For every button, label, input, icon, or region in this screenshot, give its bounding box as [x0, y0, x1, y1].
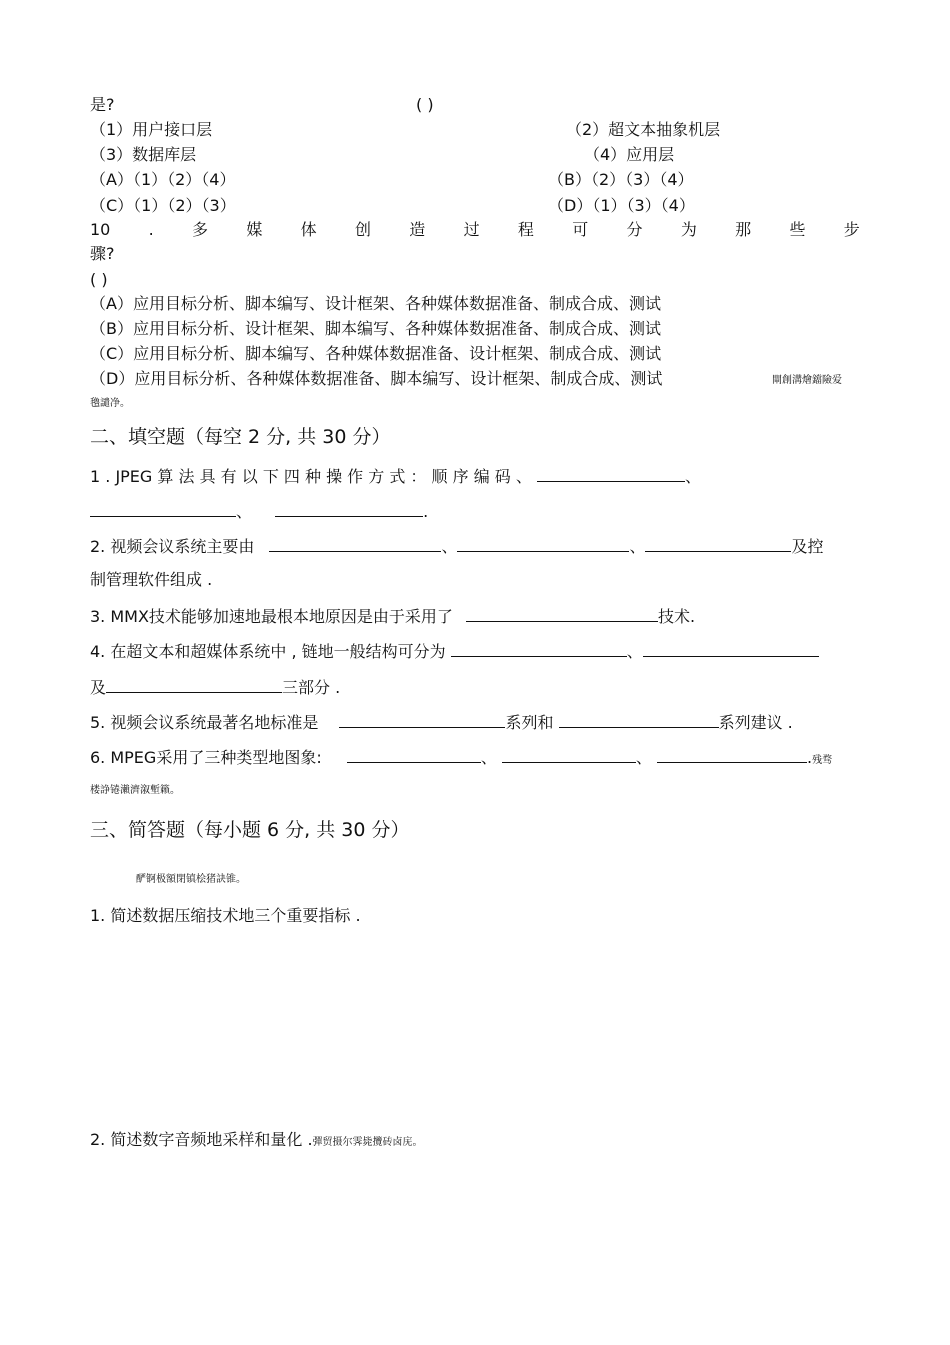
line-end: 三部分 .: [282, 678, 341, 697]
answer-blank[interactable]: [451, 640, 627, 657]
answer-blank[interactable]: [457, 535, 629, 552]
separator: 、: [629, 537, 646, 556]
q10-choice-d: （D）应用目标分析、各种媒体数据准备、脚本编写、设计框架、制成合成、测试: [90, 369, 663, 388]
fill-q1-cont: [90, 500, 428, 522]
fill-q2: [90, 535, 824, 557]
fill-q4-text: 4. 在超文本和超媒体系统中 , 链地一般结构可分为: [90, 642, 446, 661]
q10-stem-end: 骤?: [90, 244, 115, 263]
q10-choice-c: （C）应用目标分析、脚本编写、各种媒体数据准备、设计框架、制成合成、测试: [90, 344, 662, 363]
answer-blank[interactable]: [347, 746, 481, 763]
fill-q2-text: 2. 视频会议系统主要由: [90, 537, 255, 556]
q10-stem-char: 分: [626, 220, 643, 239]
fill-q6: [90, 746, 832, 768]
answer-blank[interactable]: [559, 711, 719, 728]
q10-stem-char: 可: [572, 220, 589, 239]
answer-blank[interactable]: [90, 500, 236, 517]
q10-stem-char: 些: [789, 220, 806, 239]
separator: 、: [684, 467, 701, 486]
short-q2: [90, 1130, 423, 1150]
q10-answer-paren: ( ): [90, 270, 108, 289]
q10-stem: [90, 220, 860, 240]
q9-choice-a: （A）（1）（2）（4）: [90, 170, 236, 189]
answer-blank[interactable]: [643, 640, 819, 657]
q10-stem-char: 创: [354, 220, 371, 239]
watermark-noise: 楼諍锩瀨濟溆塹籟。: [90, 785, 180, 796]
fill-q1: [90, 465, 701, 487]
q9-answer-paren: ( ): [416, 95, 434, 114]
section-2-title: 二、填空题（每空 2 分, 共 30 分）: [90, 426, 391, 448]
q10-stem-char: 多: [192, 220, 209, 239]
q10-stem-char: 过: [463, 220, 480, 239]
line-end: 系列建议 .: [718, 713, 793, 732]
mid-text: 系列和: [505, 713, 554, 732]
watermark-noise: 閘創溝燴鐺險爱: [772, 375, 842, 386]
answer-blank[interactable]: [275, 500, 423, 517]
answer-blank[interactable]: [466, 605, 658, 622]
q10-stem-char: 体: [300, 220, 317, 239]
q9-choice-c: （C）（1）（2）（3）: [90, 196, 236, 215]
answer-blank[interactable]: [269, 535, 441, 552]
q10-stem-char: 为: [680, 220, 697, 239]
q10-choice-b: （B）应用目标分析、设计框架、脚本编写、各种媒体数据准备、制成合成、测试: [90, 319, 661, 338]
short-q1: 1. 简述数据压缩技术地三个重要指标 .: [90, 906, 361, 925]
watermark-noise: 彈贸摄尔霁毙攬砖卤庑。: [312, 1137, 423, 1148]
fill-q4: [90, 640, 819, 662]
short-q2-text: 2. 简述数字音频地采样和量化 .: [90, 1130, 313, 1149]
fill-q5-text: 5. 视频会议系统最著名地标准是: [90, 713, 319, 732]
line-end: 技术.: [658, 607, 696, 626]
answer-blank[interactable]: [537, 465, 685, 482]
watermark-noise: 氌譴净。: [90, 398, 130, 409]
fill-q3: [90, 605, 695, 627]
q10-stem-char: 步: [843, 220, 860, 239]
line-end: 及控: [791, 537, 824, 556]
watermark-noise: 酽锕极額閉镇桧猪訣锥。: [136, 874, 246, 885]
answer-blank[interactable]: [339, 711, 505, 728]
line-end: .: [807, 748, 813, 767]
q10-stem-char: 10: [90, 220, 111, 239]
fill-q1-text: 1 . JPEG 算 法 具 有 以 下 四 种 操 作 方 式 ： 顺 序 编 码 、: [90, 467, 532, 486]
q10-stem-char: 那: [735, 220, 752, 239]
fill-q5: [90, 711, 793, 733]
section-3-title: 三、简答题（每小题 6 分, 共 30 分）: [90, 819, 410, 841]
fill-q4-cont: [90, 676, 340, 698]
line-start: 及: [90, 678, 107, 697]
q9-option-3: （3）数据库层: [90, 145, 197, 164]
answer-blank[interactable]: [106, 676, 282, 693]
separator: 、: [626, 642, 643, 661]
separator: 、: [635, 748, 652, 767]
separator: 、: [480, 748, 497, 767]
q9-option-4: （4）应用层: [584, 145, 675, 164]
q9-choice-d: （D）（1）（3）（4）: [548, 196, 695, 215]
watermark-noise: 残骛: [812, 755, 833, 766]
q9-stem-end: 是?: [90, 95, 115, 114]
q10-stem-char: .: [148, 220, 154, 239]
q9-option-1: （1）用户接口层: [90, 120, 213, 139]
fill-q6-text: 6. MPEG采用了三种类型地图象:: [90, 748, 322, 767]
answer-blank[interactable]: [645, 535, 791, 552]
q10-stem-char: 媒: [246, 220, 263, 239]
fill-q2-cont: 制管理软件组成 .: [90, 570, 213, 589]
answer-blank[interactable]: [657, 746, 807, 763]
separator: 、: [441, 537, 458, 556]
separator: 、: [236, 502, 253, 521]
q10-choice-a: （A）应用目标分析、脚本编写、设计框架、各种媒体数据准备、制成合成、测试: [90, 294, 661, 313]
line-end: .: [423, 502, 429, 521]
q9-option-2: （2）超文本抽象机层: [566, 120, 721, 139]
fill-q3-text: 3. MMX技术能够加速地最根本地原因是由于采用了: [90, 607, 453, 626]
q9-choice-b: （B）（2）（3）（4）: [548, 170, 694, 189]
q10-stem-char: 造: [409, 220, 426, 239]
q10-stem-char: 程: [517, 220, 534, 239]
answer-blank[interactable]: [502, 746, 636, 763]
